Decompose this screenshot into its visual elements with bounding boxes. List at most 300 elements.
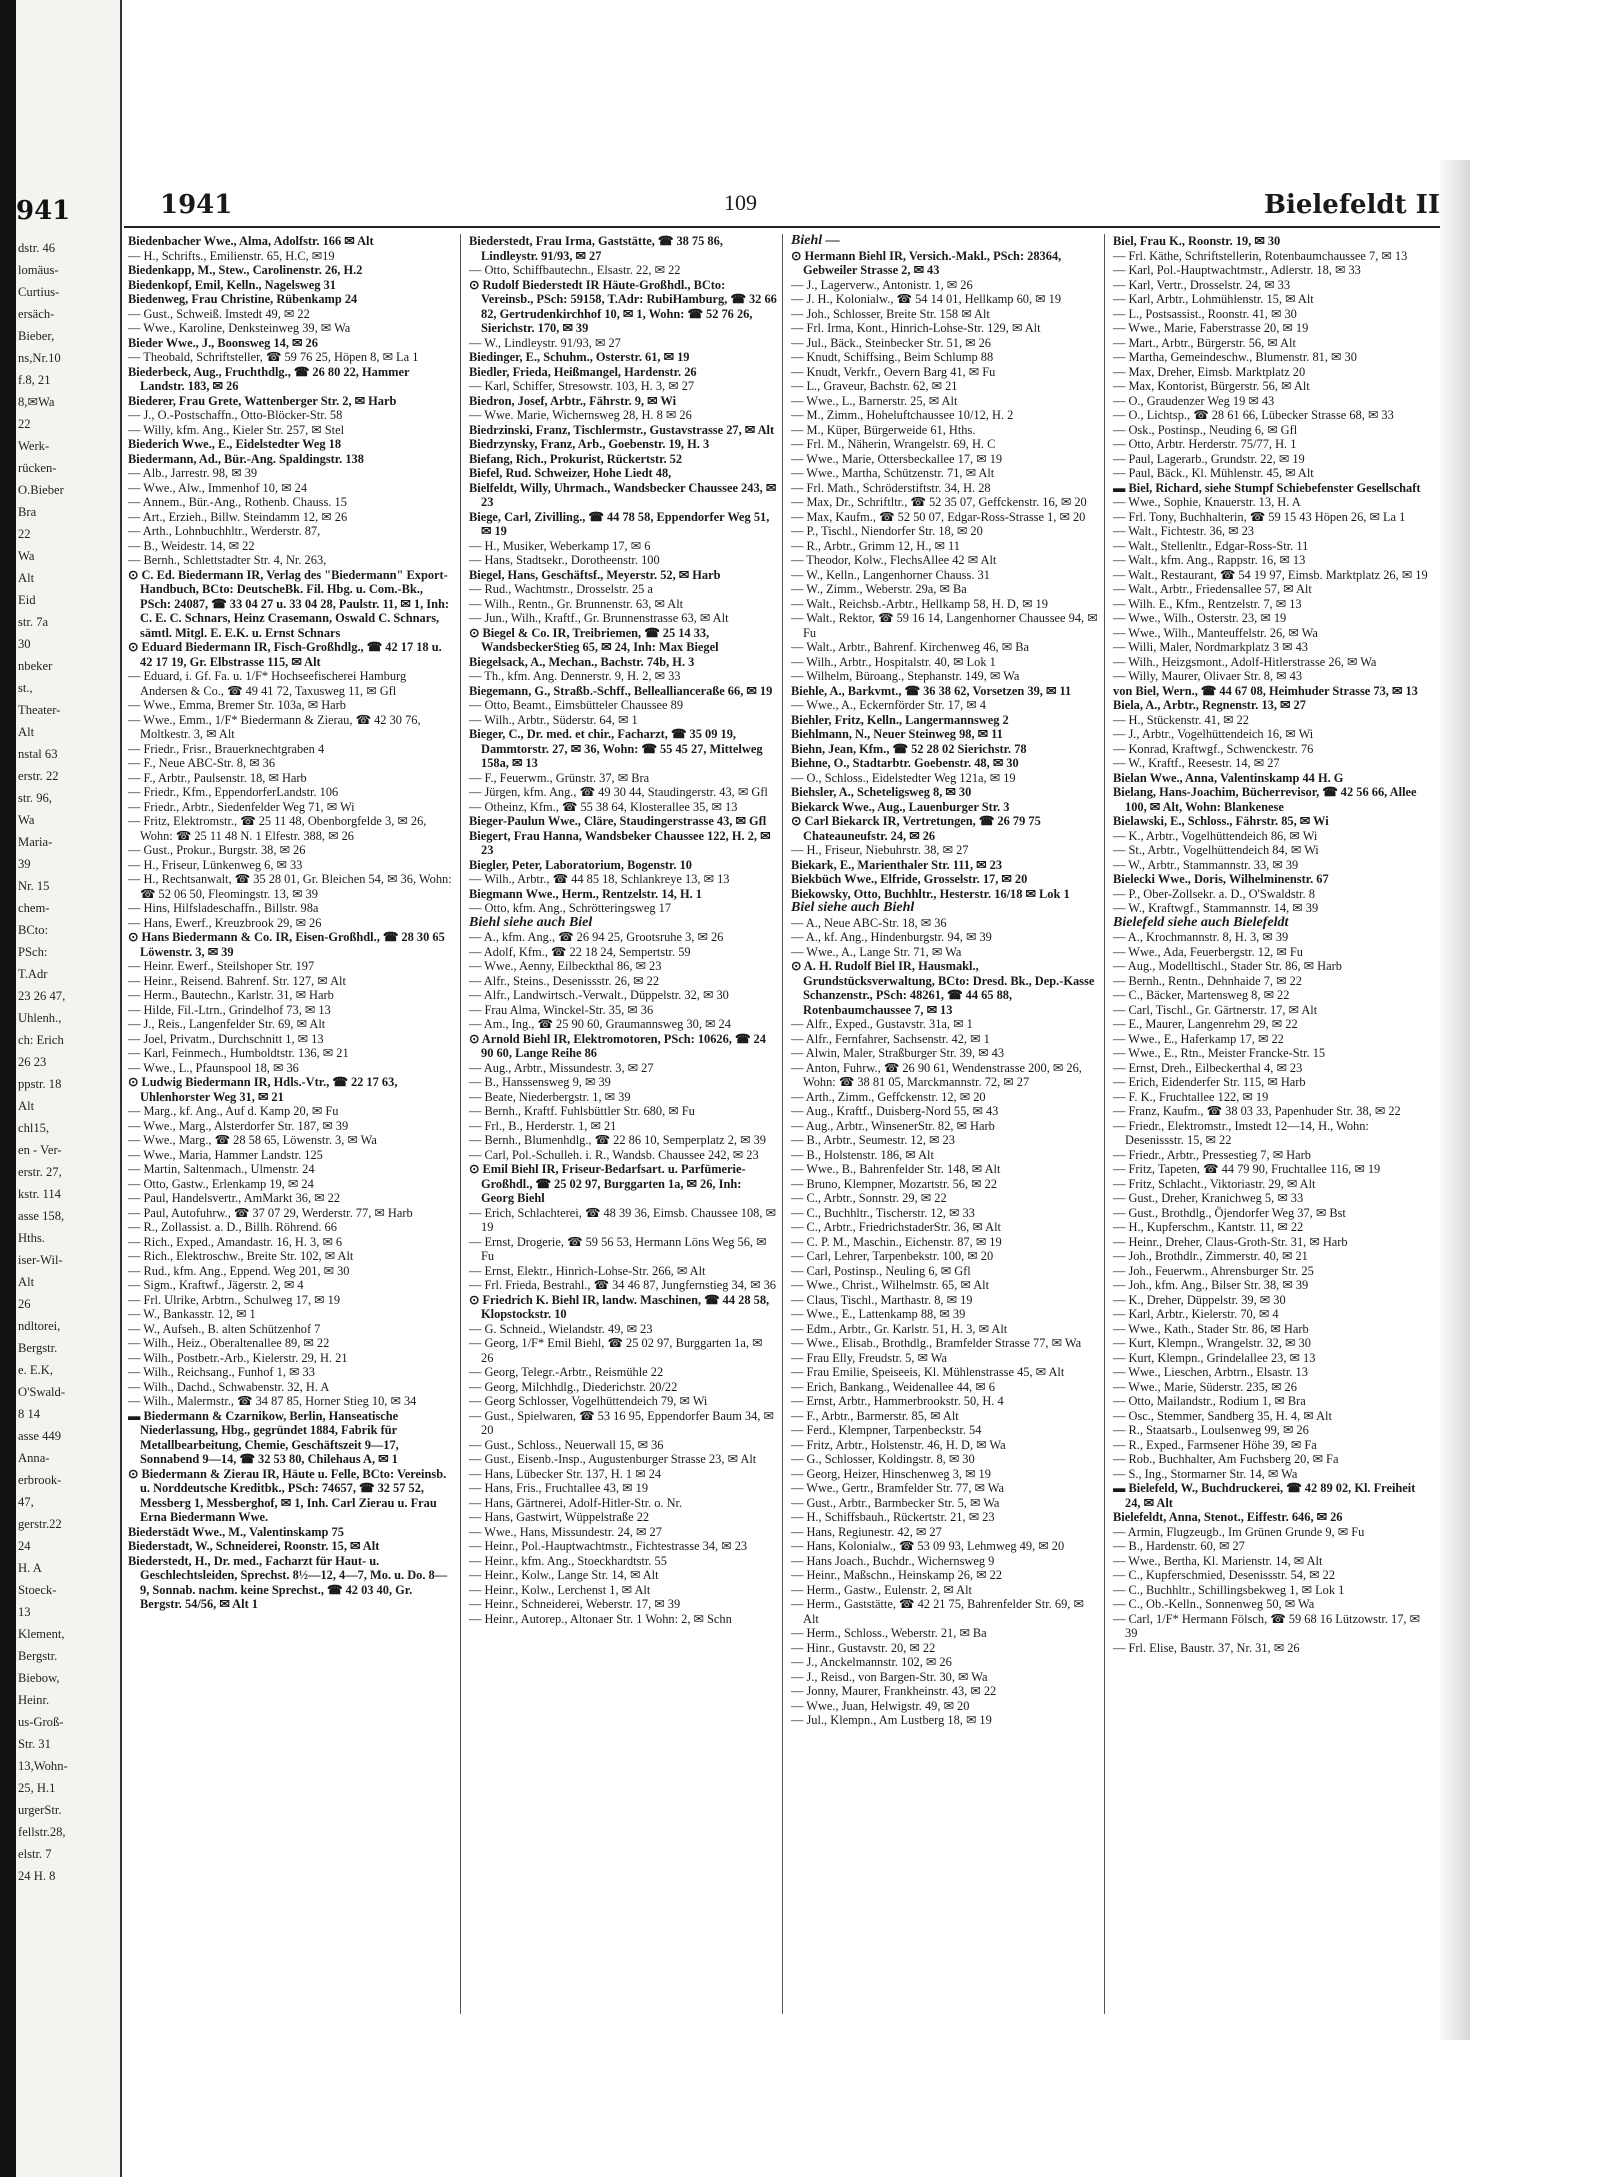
directory-entry: — Wwe., Maria, Hammer Landstr. 125 bbox=[128, 1147, 323, 1162]
directory-entry: — Walt., Reichsb.-Arbtr., Hellkamp 58, H. D, ✉ 19 bbox=[791, 596, 1048, 611]
directory-entry: — P., Ober-Zollsekr. a. D., O'Swaldstr. 8 bbox=[1113, 886, 1315, 901]
directory-entry: — R., Exped., Farmsener Höhe 39, ✉ Fa bbox=[1113, 1437, 1317, 1452]
directory-entry: Biege, Carl, Zivilling., ☎ 44 78 58, Eppendorfer Weg 51, ✉ 19 bbox=[469, 509, 770, 538]
directory-entry: — B., Holstenstr. 186, ✉ Alt bbox=[791, 1147, 934, 1162]
previous-page-line: Anna- bbox=[18, 1451, 50, 1465]
directory-entry: — O., Lichtsp., ☎ 28 61 66, Lübecker Strasse 68, ✉ 33 bbox=[1113, 408, 1394, 422]
directory-entry: — Aug., Arbtr., WinsenerStr. 82, ✉ Harb bbox=[791, 1118, 995, 1133]
directory-entry: — Herm., Gaststätte, ☎ 42 21 75, Bahrenfelder Str. 69, ✉ Alt bbox=[791, 1597, 1084, 1626]
directory-entry: — Heinr. Ewerf., Steilshoper Str. 197 bbox=[128, 959, 315, 973]
directory-entry: — H., Schiffsbauh., Rückertstr. 21, ✉ 23 bbox=[791, 1510, 995, 1524]
directory-entry: Biehl siehe auch Biel bbox=[469, 914, 593, 930]
previous-page-line: chl15, bbox=[18, 1121, 50, 1135]
directory-entry: — Wilh., Arbtr., Hospitalstr. 40, ✉ Lok 1 bbox=[791, 654, 996, 669]
previous-page-folio: 941 bbox=[16, 196, 71, 226]
directory-entry: Biederich Wwe., E., Eidelstedter Weg 18 bbox=[128, 437, 342, 451]
directory-entry: — H., Kupferschm., Kantstr. 11, ✉ 22 bbox=[1113, 1220, 1304, 1234]
directory-entry: — Friedr., Frisr., Brauerknechtgraben 4 bbox=[128, 741, 325, 756]
directory-entry: ⊙ Biegel & Co. IR, Treibriemen, ☎ 25 14 33, WandsbeckerStieg 65, ✉ 24, Inh: Max Biegel bbox=[469, 625, 719, 654]
directory-entry: — Jul., Bäck., Steinbecker Str. 51, ✉ 26 bbox=[791, 335, 992, 350]
previous-page-line: Alt bbox=[18, 725, 35, 739]
directory-entry: — Art., Erzieh., Billw. Steindamm 12, ✉ 26 bbox=[128, 509, 348, 524]
directory-entry: — H., Friseur, Lünkenweg 6, ✉ 33 bbox=[128, 857, 303, 872]
directory-entry: — Frl. Ulrike, Arbtrn., Schulweg 17, ✉ 19 bbox=[128, 1292, 341, 1307]
directory-entry: ⊙ Emil Biehl IR, Friseur-Bedarfsart. u. Parfümerie-Großhdl., ☎ 25 02 97, Burggarten 1a, ✉ 26, Inh: Georg Biehl bbox=[469, 1162, 746, 1205]
directory-entry: — Wwe., E., Lattenkamp 88, ✉ 39 bbox=[791, 1307, 966, 1321]
directory-entry: — Wwe., A., Eckernförder Str. 17, ✉ 4 bbox=[791, 698, 986, 712]
previous-page-line: Bra bbox=[18, 505, 37, 519]
directory-entry: — K., Arbtr., Vogelhüttendeich 86, ✉ Wi bbox=[1113, 828, 1318, 843]
directory-page bbox=[124, 170, 1440, 2030]
directory-entry: — C., Buchhltr., Schillingsbekweg 1, ✉ Lok 1 bbox=[1113, 1582, 1345, 1597]
previous-page-line: Hths. bbox=[18, 1231, 45, 1245]
directory-entry: — Gust., Arbtr., Barmbecker Str. 5, ✉ Wa bbox=[791, 1495, 1000, 1510]
previous-page-line: gerstr.22 bbox=[18, 1517, 62, 1531]
directory-entry: — Paul, Bäck., Kl. Mühlenstr. 45, ✉ Alt bbox=[1113, 466, 1314, 480]
previous-page-line: ch: Erich bbox=[18, 1033, 64, 1047]
previous-page-line: O'Swald- bbox=[18, 1385, 66, 1399]
directory-entry: — F., Neue ABC-Str. 8, ✉ 36 bbox=[128, 756, 276, 770]
previous-page-line: Biebow, bbox=[18, 1671, 60, 1685]
directory-entry: Biederstedt, H., Dr. med., Facharzt für Haut- u. Geschlechtsleiden, Sprechst. 8½—12, 4—7, Mo. u. Do. 8—9, Sonnab. nachm. keine Sprechst., ☎ 42 03 40, Gr. Bergstr. 54/56, ✉ Alt 1 bbox=[128, 1553, 448, 1611]
page-number: 109 bbox=[724, 190, 757, 215]
directory-entry: — Armin, Flugzeugb., Im Grünen Grunde 9, ✉ Fu bbox=[1113, 1524, 1365, 1539]
previous-page-line: asse 158, bbox=[18, 1209, 65, 1223]
previous-page-line: ns,Nr.10 bbox=[18, 351, 61, 365]
directory-entry: — Ernst, Arbtr., Hammerbrookstr. 50, H. 4 bbox=[791, 1394, 1004, 1408]
directory-entry: Biedermann, Ad., Bür.-Ang. Spaldingstr. 138 bbox=[128, 451, 364, 466]
directory-entry: ⊙ Hermann Biehl IR, Versich.-Makl., PSch: 28364, Gebweiler Strasse 2, ✉ 43 bbox=[791, 248, 1062, 277]
directory-entry: — C., Arbtr., Sonnstr. 29, ✉ 22 bbox=[791, 1191, 947, 1205]
directory-entry: — Willy, Maurer, Olivaer Str. 8, ✉ 43 bbox=[1113, 669, 1303, 683]
directory-entry: — Sigm., Kraftwf., Jägerstr. 2, ✉ 4 bbox=[128, 1278, 304, 1292]
directory-entry: — L., Graveur, Bachstr. 62, ✉ 21 bbox=[791, 379, 958, 393]
directory-entry: — F., Arbtr., Paulsenstr. 18, ✉ Harb bbox=[128, 770, 307, 785]
directory-entry: — R., Arbtr., Grimm 12, H., ✉ 11 bbox=[791, 538, 960, 553]
previous-page-line: nbeker bbox=[18, 659, 53, 673]
directory-entry: Biedrzinski, Franz, Tischlermstr., Gustavstrasse 27, ✉ Alt bbox=[469, 422, 775, 437]
previous-page-edge bbox=[16, 0, 122, 2177]
directory-entry: Biel siehe auch Biehl bbox=[791, 900, 915, 915]
previous-page-line: Alt bbox=[18, 571, 35, 585]
directory-entry: Biederbeck, Aug., Fruchthdlg., ☎ 26 80 22, Hammer Landstr. 183, ✉ 26 bbox=[128, 364, 410, 393]
previous-page-line: ersäch- bbox=[18, 307, 55, 321]
directory-entry: — Hans, Lübecker Str. 137, H. 1 ✉ 24 bbox=[469, 1466, 662, 1481]
directory-entry: — Alfr., Fernfahrer, Sachsenstr. 42, ✉ 1 bbox=[791, 1031, 990, 1046]
directory-entry: — J. H., Kolonialw., ☎ 54 14 01, Hellkamp 60, ✉ 19 bbox=[791, 292, 1062, 306]
directory-entry: ⊙ C. Ed. Biedermann IR, Verlag des "Biedermann" Export-Handbuch, BCto: DeutscheBk. Fil. Hbg. u. Com.-Bk., PSch: 24087, ☎ 33 04 27 u. 33 04 28, Paulstr. 11, ✉ 1, Inh: C. E. C. Schnars, Heinz Crasemann, Oswald C. Schnars, sämtl. Mitgl. E. E.K. u. Ernst Schnars bbox=[128, 567, 449, 640]
directory-entry: — Heinr., Maßschn., Heinskamp 26, ✉ 22 bbox=[791, 1568, 1003, 1582]
directory-entry: — Paul, Autofuhrw., ☎ 37 07 29, Werderstr. 77, ✉ Harb bbox=[128, 1205, 413, 1220]
directory-entry: — Frau Elly, Freudstr. 5, ✉ Wa bbox=[791, 1350, 947, 1365]
directory-entry: — G., Schlosser, Koldingstr. 8, ✉ 30 bbox=[791, 1452, 975, 1466]
directory-entry: — Claus, Tischl., Marthastr. 8, ✉ 19 bbox=[791, 1292, 973, 1307]
directory-entry: — Wilh., Postbetr.-Arb., Kielerstr. 29, H. 21 bbox=[128, 1350, 348, 1365]
directory-entry: — Bruno, Klempner, Mozartstr. 56, ✉ 22 bbox=[791, 1176, 998, 1191]
directory-entry: — Rud., Wachtmstr., Drosselstr. 25 a bbox=[469, 582, 653, 596]
directory-entry: — Ferd., Klempner, Tarpenbeckstr. 54 bbox=[791, 1423, 982, 1437]
previous-page-line: rücken- bbox=[18, 461, 57, 475]
previous-page-line: 47, bbox=[18, 1495, 34, 1509]
directory-entry: — J., Lagerverw., Antonistr. 1, ✉ 26 bbox=[791, 277, 973, 292]
directory-entry: — Heinr., Dreher, Claus-Groth-Str. 31, ✉ Harb bbox=[1113, 1234, 1348, 1249]
directory-entry: — Martha, Gemeindeschw., Blumenstr. 81, ✉ 30 bbox=[1113, 350, 1357, 364]
directory-entry: — Wwe., Christ., Wilhelmstr. 65, ✉ Alt bbox=[791, 1278, 990, 1292]
previous-page-line: e. E.K, bbox=[18, 1363, 53, 1377]
directory-entry: Bielecki Wwe., Doris, Wilhelminenstr. 67 bbox=[1113, 872, 1329, 886]
directory-entry: — R., Staatsarb., Loulsenweg 99, ✉ 26 bbox=[1113, 1423, 1309, 1437]
directory-entry: — Bernh., Blumenhdlg., ☎ 22 86 10, Semperplatz 2, ✉ 39 bbox=[469, 1133, 766, 1147]
directory-entry: — Paul, Handelsvertr., AmMarkt 36, ✉ 22 bbox=[128, 1191, 341, 1205]
directory-entry: ⊙ Friedrich K. Biehl IR, landw. Maschinen, ☎ 44 28 58, Klopstockstr. 10 bbox=[469, 1292, 770, 1321]
previous-page-line: H. A bbox=[18, 1561, 42, 1575]
directory-entry: — Jul., Klempn., Am Lustberg 18, ✉ 19 bbox=[791, 1713, 992, 1727]
directory-entry: — Wwe., E., Haferkamp 17, ✉ 22 bbox=[1113, 1031, 1284, 1046]
directory-entry: — J., Reisd., von Bargen-Str. 30, ✉ Wa bbox=[791, 1669, 988, 1684]
directory-entry: — Karl, Pol.-Hauptwachtmstr., Adlerstr. 18, ✉ 33 bbox=[1113, 263, 1361, 277]
directory-entry: — B., Weidestr. 14, ✉ 22 bbox=[128, 538, 255, 553]
previous-page-line: asse 449 bbox=[18, 1429, 62, 1443]
directory-entry: — Joel, Privatm., Durchschnitt 1, ✉ 13 bbox=[128, 1031, 324, 1046]
previous-page-line: f.8, 21 bbox=[18, 373, 51, 387]
directory-entry: — Franz, Kaufm., ☎ 38 03 33, Papenhuder Str. 38, ✉ 22 bbox=[1113, 1104, 1401, 1118]
directory-entry: — Joh., kfm. Ang., Bilser Str. 38, ✉ 39 bbox=[1113, 1278, 1309, 1292]
page-header bbox=[124, 186, 1440, 228]
previous-page-line: lomäus- bbox=[18, 263, 59, 277]
directory-entry: — Frl. Elise, Baustr. 37, Nr. 31, ✉ 26 bbox=[1113, 1640, 1300, 1655]
directory-entry: — Fritz, Tapeten, ☎ 44 79 90, Fruchtallee 116, ✉ 19 bbox=[1113, 1162, 1381, 1176]
directory-entry: — Alfr., Landwirtsch.-Verwalt., Düppelstr. 32, ✉ 30 bbox=[469, 988, 729, 1002]
directory-entry: Bieger-Paulun Wwe., Cläre, Staudingerstrasse 43, ✉ Gfl bbox=[469, 814, 767, 828]
directory-entry: — Hans Joach., Buchdr., Wichernsweg 9 bbox=[791, 1553, 995, 1568]
directory-entry: — Wwe., L., Pfaunspool 18, ✉ 36 bbox=[128, 1060, 299, 1075]
directory-entry: — Hans, Fris., Fruchtallee 43, ✉ 19 bbox=[469, 1481, 649, 1495]
directory-entry: — C. P. M., Maschin., Eichenstr. 87, ✉ 19 bbox=[791, 1234, 1002, 1249]
directory-entry: — Wwe., Elisab., Brothdlg., Bramfelder Strasse 77, ✉ Wa bbox=[791, 1336, 1082, 1350]
directory-entry: — Wwe., Emm., 1/F* Biedermann & Zierau, ☎ 42 30 76, Moltkestr. 3, ✉ Alt bbox=[128, 712, 421, 741]
directory-entry: — Joh., Feuerwm., Ahrensburger Str. 25 bbox=[1113, 1263, 1314, 1278]
previous-page-line: Theater- bbox=[18, 703, 61, 717]
directory-entry: — Rich., Elektroschw., Breite Str. 102, ✉ Alt bbox=[128, 1249, 354, 1263]
directory-entry: — Carl, Pol.-Schulleh. i. R., Wandsb. Chaussee 242, ✉ 23 bbox=[469, 1147, 759, 1162]
directory-entry: — Heinr., Reisend. Bahrenf. Str. 127, ✉ Alt bbox=[128, 973, 346, 988]
directory-entry: — Wwe., Marie, Faberstrasse 20, ✉ 19 bbox=[1113, 321, 1309, 335]
directory-entry: — Friedr., Kfm., EppendorferLandstr. 106 bbox=[128, 785, 339, 799]
directory-entry: — Hans, Kolonialw., ☎ 53 09 93, Lehmweg 49, ✉ 20 bbox=[791, 1539, 1065, 1553]
directory-entry: — Adolf, Kfm., ☎ 22 18 24, Sempertstr. 59 bbox=[469, 944, 691, 959]
directory-entry: — Carl, 1/F* Hermann Fölsch, ☎ 59 68 16 Lützowstr. 17, ✉ 39 bbox=[1113, 1611, 1420, 1640]
header-section: Bielefeldt II bbox=[1264, 190, 1440, 220]
directory-entry: ⊙ Biedermann & Zierau IR, Häute u. Felle, BCto: Vereinsb. u. Norddeutsche Kreditbk., PSch: 74657, ☎ 32 57 52, Messberg 1, Messberghof, ✉ 1, Inh. Carl Zierau u. Frau Erna Biedermann Wwe. bbox=[128, 1466, 447, 1524]
directory-entry: — Max, Kontorist, Bürgerstr. 56, ✉ Alt bbox=[1113, 379, 1310, 393]
directory-entry: — L., Postsassist., Roonstr. 41, ✉ 30 bbox=[1113, 306, 1297, 321]
header-year: 1941 bbox=[160, 190, 233, 220]
directory-entry: — Wilh. E., Kfm., Rentzelstr. 7, ✉ 13 bbox=[1113, 596, 1302, 611]
previous-page-line: Stoeck- bbox=[18, 1583, 57, 1597]
directory-entry: — W., Kraftwgf., Stammannstr. 14, ✉ 39 bbox=[1113, 901, 1319, 915]
directory-entry: Biedinger, E., Schuhm., Osterstr. 61, ✉ 19 bbox=[469, 350, 690, 364]
previous-page-line: PSch: bbox=[18, 945, 48, 959]
directory-entry: — A., Neue ABC-Str. 18, ✉ 36 bbox=[791, 915, 947, 930]
directory-entry: — Walt., Stellenltr., Edgar-Ross-Str. 11 bbox=[1113, 538, 1309, 553]
directory-entry: Biegelsack, A., Mechan., Bachstr. 74b, H. 3 bbox=[469, 654, 695, 669]
previous-page-line: Bergstr. bbox=[18, 1649, 58, 1663]
directory-entry: — Otheinz, Kfm., ☎ 55 38 64, Klosterallee 35, ✉ 13 bbox=[469, 799, 738, 814]
previous-page-line: Uhlenh., bbox=[18, 1011, 62, 1025]
directory-entry: ⊙ A. H. Rudolf Biel IR, Hausmakl., Grundstücksverwaltung, BCto: Dresd. Bk., Dep.-Kasse Schanzenstr., PSch: 48261, ☎ 44 65 88, Rotenbaumchaussee 7, ✉ 13 bbox=[791, 959, 1095, 1017]
directory-entry: — Erich, Schlachterei, ☎ 48 39 36, Eimsb. Chaussee 108, ✉ 19 bbox=[469, 1205, 776, 1234]
directory-entry: — Wwe., Juan, Helwigstr. 49, ✉ 20 bbox=[791, 1698, 970, 1713]
directory-entry: — Frl. Irma, Kont., Hinrich-Lohse-Str. 129, ✉ Alt bbox=[791, 321, 1041, 335]
directory-entry: — Fritz, Elektromstr., ☎ 25 11 48, Obenborgfelde 3, ✉ 26, Wohn: ☎ 25 11 48 N. 1 Elfestr. 388, ✉ 26 bbox=[128, 814, 427, 843]
directory-entry: — S., Ing., Stormarner Str. 14, ✉ Wa bbox=[1113, 1466, 1298, 1481]
directory-entry: — Hans, Regiunestr. 42, ✉ 27 bbox=[791, 1524, 942, 1539]
previous-page-line: 13,Wohn- bbox=[18, 1759, 68, 1773]
previous-page-line: Maria- bbox=[18, 835, 53, 849]
previous-page-line: Nr. 15 bbox=[18, 879, 50, 893]
directory-entry: ⊙ Eduard Biedermann IR, Fisch-Großhdlg., ☎ 42 17 18 u. 42 17 19, Gr. Elbstrasse 115, ✉ Alt bbox=[128, 640, 442, 669]
directory-entry: — Osc., Stemmer, Sandberg 35, H. 4, ✉ Alt bbox=[1113, 1408, 1332, 1423]
directory-entry: — Anton, Fuhrw., ☎ 26 90 61, Wendenstrasse 200, ✉ 26, Wohn: ☎ 38 81 05, Marckmannstr. 72, ✉ 27 bbox=[791, 1060, 1082, 1089]
directory-entry: — Erich, Bankang., Weidenallee 44, ✉ 6 bbox=[791, 1379, 995, 1394]
directory-entry: — Otto, Gastw., Erlenkamp 19, ✉ 24 bbox=[128, 1176, 314, 1191]
directory-entry: — J., Arbtr., Vogelhüttendeich 16, ✉ Wi bbox=[1113, 727, 1314, 741]
directory-entry: — Wilh., Heizgsmont., Adolf-Hitlerstrasse 26, ✉ Wa bbox=[1113, 654, 1377, 669]
directory-entry: — W., Aufseh., B. alten Schützenhof 7 bbox=[128, 1321, 321, 1336]
previous-page-line: dstr. 46 bbox=[18, 241, 56, 255]
previous-page-line: Wa bbox=[18, 813, 35, 827]
directory-entry: Biegmann Wwe., Herm., Rentzelstr. 14, H. 1 bbox=[469, 886, 702, 901]
directory-entry: — Frl. Math., Schröderstiftstr. 34, H. 28 bbox=[791, 480, 991, 495]
directory-entry: — Bernh., Kraftf. Fuhlsbüttler Str. 680, ✉ Fu bbox=[469, 1104, 695, 1118]
directory-entry: — F., Arbtr., Barmerstr. 85, ✉ Alt bbox=[791, 1408, 959, 1423]
directory-entry: ▬ Bielefeld, W., Buchdruckerei, ☎ 42 89 02, Kl. Freiheit 24, ✉ Alt bbox=[1113, 1481, 1416, 1510]
directory-entry: — Wwe., Bertha, Kl. Marienstr. 14, ✉ Alt bbox=[1113, 1553, 1323, 1568]
directory-entry: ⊙ Arnold Biehl IR, Elektromotoren, PSch: 10626, ☎ 24 90 60, Lange Reihe 86 bbox=[469, 1031, 766, 1060]
directory-entry: — M., Küper, Bürgerweide 61, Hths. bbox=[791, 422, 976, 437]
directory-entry: — Gust., Eisenb.-Insp., Augustenburger Strasse 23, ✉ Alt bbox=[469, 1452, 757, 1466]
directory-entry: — Wwe. Marie, Wichernsweg 28, H. 8 ✉ 26 bbox=[469, 408, 692, 422]
directory-entry: — Wwe., Kath., Stader Str. 86, ✉ Harb bbox=[1113, 1321, 1309, 1336]
directory-entry: — Max, Kaufm., ☎ 52 50 07, Edgar-Ross-Strasse 1, ✉ 20 bbox=[791, 509, 1086, 524]
directory-entry: — Karl, Feinmech., Humboldtstr. 136, ✉ 21 bbox=[128, 1046, 349, 1060]
directory-entry: — Wwe., Lieschen, Arbtrn., Elsastr. 13 bbox=[1113, 1365, 1308, 1379]
directory-entry: — Wilh., Malermstr., ☎ 34 87 85, Horner Stieg 10, ✉ 34 bbox=[128, 1394, 417, 1408]
directory-entry: — Willy, kfm. Ang., Kieler Str. 257, ✉ Stel bbox=[128, 422, 345, 437]
directory-entry: — Max, Dreher, Eimsb. Marktplatz 20 bbox=[1113, 364, 1306, 379]
directory-entry: Biehler, Fritz, Kelln., Langermannsweg 2 bbox=[791, 712, 1009, 727]
directory-entry: Biefang, Rich., Prokurist, Rückertstr. 52 bbox=[469, 451, 683, 466]
directory-entry: Biedenkopf, Emil, Kelln., Nagelsweg 31 bbox=[128, 277, 336, 292]
directory-entry: — Otto, Mailandstr., Rodium 1, ✉ Bra bbox=[1113, 1394, 1306, 1408]
directory-entry: — K., Dreher, Düppelstr. 39, ✉ 30 bbox=[1113, 1292, 1286, 1307]
directory-entry: — Bernh., Schlettstadter Str. 4, Nr. 263, bbox=[128, 553, 327, 567]
directory-entry: — J., O.-Postschaffn., Otto-Blöcker-Str. 58 bbox=[128, 408, 343, 422]
previous-page-line: BCto: bbox=[18, 923, 49, 937]
directory-entry: — Herm., Gastw., Eulenstr. 2, ✉ Alt bbox=[791, 1582, 972, 1597]
previous-page-line: kstr. 114 bbox=[18, 1187, 61, 1201]
directory-entry: — Heinr., Kolw., Lerchenst 1, ✉ Alt bbox=[469, 1582, 651, 1597]
previous-page-line: ndltorei, bbox=[18, 1319, 61, 1333]
directory-entry: — Alb., Jarrestr. 98, ✉ 39 bbox=[128, 466, 258, 480]
directory-entry: — Theobald, Schriftsteller, ☎ 59 76 25, Höpen 8, ✉ La 1 bbox=[128, 350, 419, 364]
directory-entry: — Wwe., L., Barnerstr. 25, ✉ Alt bbox=[791, 393, 958, 408]
directory-entry: — B., Arbtr., Seumestr. 12, ✉ 23 bbox=[791, 1133, 955, 1147]
previous-page-line: ppstr. 18 bbox=[18, 1077, 62, 1091]
directory-entry: — H., Friseur, Niebuhrstr. 38, ✉ 27 bbox=[791, 843, 969, 857]
previous-page-line: str. 7a bbox=[18, 615, 49, 629]
previous-page-line: erstr. 27, bbox=[18, 1165, 62, 1179]
directory-entry: Biedenweg, Frau Christine, Rübenkamp 24 bbox=[128, 292, 358, 306]
directory-entry: — Erich, Eidenderfer Str. 115, ✉ Harb bbox=[1113, 1075, 1306, 1089]
directory-entry: — Wwe., Hans, Missundestr. 24, ✉ 27 bbox=[469, 1524, 662, 1539]
directory-entry: — Gust., Prokur., Burgstr. 38, ✉ 26 bbox=[128, 843, 306, 857]
directory-entry: — Kurt, Klempn., Grindelallee 23, ✉ 13 bbox=[1113, 1350, 1316, 1365]
directory-entry: — Alfr., Exped., Gustavstr. 31a, ✉ 1 bbox=[791, 1017, 973, 1031]
directory-entry: — Frl. Tony, Buchhalterin, ☎ 59 15 43 Höpen 26, ✉ La 1 bbox=[1113, 509, 1406, 524]
directory-entry: — Frl. M., Näherin, Wrangelstr. 69, H. C bbox=[791, 437, 996, 451]
directory-entry: Biederstadt, W., Schneiderei, Roonstr. 15, ✉ Alt bbox=[128, 1539, 380, 1553]
directory-entry: — W., Kelln., Langenhorner Chauss. 31 bbox=[791, 567, 990, 582]
previous-page-line: Alt bbox=[18, 1099, 35, 1113]
directory-entry: — Hans, Gärtnerei, Adolf-Hitler-Str. o. Nr. bbox=[469, 1495, 683, 1510]
directory-entry: — Georg, 1/F* Emil Biehl, ☎ 25 02 97, Burggarten 1a, ✉ 26 bbox=[469, 1336, 763, 1365]
directory-entry: — Gust., Brothdlg., Öjendorfer Weg 37, ✉ Bst bbox=[1113, 1205, 1346, 1220]
directory-entry: Biederstedt, Frau Irma, Gaststätte, ☎ 38 75 86, Lindleystr. 91/93, ✉ 27 bbox=[469, 234, 723, 263]
directory-entry: — Wilh., Rentn., Gr. Brunnenstr. 63, ✉ Alt bbox=[469, 596, 684, 611]
directory-entry: — Frau Emilie, Speiseeis, Kl. Mühlenstrasse 45, ✉ Alt bbox=[791, 1365, 1065, 1379]
directory-entry: — Mart., Arbtr., Bürgerstr. 56, ✉ Alt bbox=[1113, 335, 1296, 350]
previous-page-line: 25, H.1 bbox=[18, 1781, 56, 1795]
previous-page-line: en - Ver- bbox=[18, 1143, 62, 1157]
directory-entry: — Wwe., Aenny, Eilbeckthal 86, ✉ 23 bbox=[469, 959, 662, 973]
directory-entry: — Knudt, Verkfr., Oevern Barg 41, ✉ Fu bbox=[791, 364, 996, 379]
previous-page-line: nstal 63 bbox=[18, 747, 58, 761]
directory-entry: — Bernh., Rentn., Dehnhaide 7, ✉ 22 bbox=[1113, 973, 1302, 988]
directory-entry: — Georg, Telegr.-Arbtr., Reismühle 22 bbox=[469, 1365, 664, 1379]
directory-entry: Biedrzynsky, Franz, Arb., Goebenstr. 19, H. 3 bbox=[469, 437, 710, 451]
directory-entry: — Wwe., Wilh., Manteuffelstr. 26, ✉ Wa bbox=[1113, 625, 1318, 640]
previous-page-line: 24 H. 8 bbox=[18, 1869, 56, 1883]
directory-entry: Biel, Frau K., Roonstr. 19, ✉ 30 bbox=[1113, 234, 1281, 248]
directory-entry: Bielfeldt, Willy, Uhrmach., Wandsbecker Chaussee 243, ✉ 23 bbox=[469, 480, 777, 509]
directory-entry: — C., Bäcker, Martensweg 8, ✉ 22 bbox=[1113, 988, 1290, 1002]
previous-page-line: us-Groß- bbox=[18, 1715, 64, 1729]
directory-entry: — Ernst, Dreh., Eilbeckerthal 4, ✉ 23 bbox=[1113, 1060, 1303, 1075]
directory-entry: — Joh., Schlosser, Breite Str. 158 ✉ Alt bbox=[791, 306, 990, 321]
directory-entry: Biegler, Peter, Laboratorium, Bogenstr. 10 bbox=[469, 857, 693, 872]
previous-page-line: Werk- bbox=[18, 439, 50, 453]
directory-entry: — Wilh., Reichsang., Funhof 1, ✉ 33 bbox=[128, 1365, 315, 1379]
directory-entry: — Osk., Postinsp., Neuding 6, ✉ Gfl bbox=[1113, 422, 1298, 437]
previous-page-line: Alt bbox=[18, 1275, 35, 1289]
directory-entry: Biedenbacher Wwe., Alma, Adolfstr. 166 ✉ Alt bbox=[128, 234, 374, 248]
directory-entry: — Georg, Heizer, Hinschenweg 3, ✉ 19 bbox=[791, 1466, 991, 1481]
directory-entry: — Willi, Maler, Nordmarkplatz 3 ✉ 43 bbox=[1113, 640, 1308, 654]
page-fold-shadow bbox=[1440, 160, 1470, 2040]
directory-entry: — A., kf. Ang., Hindenburgstr. 94, ✉ 39 bbox=[791, 930, 992, 944]
directory-entry: — Alwin, Maler, Straßburger Str. 39, ✉ 43 bbox=[791, 1046, 1005, 1060]
directory-entry: — Wwe., Emma, Bremer Str. 103a, ✉ Harb bbox=[128, 698, 346, 712]
directory-entry: Bielawski, E., Schloss., Fährstr. 85, ✉ Wi bbox=[1113, 814, 1329, 828]
directory-entry: — W., Lindleystr. 91/93, ✉ 27 bbox=[469, 335, 621, 350]
directory-entry: — O., Graudenzer Weg 19 ✉ 43 bbox=[1113, 393, 1275, 408]
directory-entry: — Gust., Dreher, Kranichweg 5, ✉ 33 bbox=[1113, 1191, 1304, 1205]
directory-entry: ⊙ Ludwig Biedermann IR, Hdls.-Vtr., ☎ 22 17 63, Uhlenhorster Weg 31, ✉ 21 bbox=[128, 1075, 398, 1104]
directory-entry: — Frl. Käthe, Schriftstellerin, Rotenbaumchaussee 7, ✉ 13 bbox=[1113, 248, 1408, 263]
directory-entry: — Heinr., Autorep., Altonaer Str. 1 Wohn: 2, ✉ Schn bbox=[469, 1611, 732, 1626]
directory-entry: — O., Schloss., Eidelstedter Weg 121a, ✉ 19 bbox=[791, 770, 1016, 785]
directory-entry: — Heinr., Kolw., Lange Str. 14, ✉ Alt bbox=[469, 1568, 659, 1582]
directory-entry: — Otto, Schiffbautechn., Elsastr. 22, ✉ 22 bbox=[469, 263, 681, 277]
directory-entry: — Theodor, Kolw., FlechsAllee 42 ✉ Alt bbox=[791, 553, 997, 567]
directory-entry: — Knudt, Schiffsing., Beim Schlump 88 bbox=[791, 350, 994, 364]
directory-entry: ⊙ Carl Biekarck IR, Vertretungen, ☎ 26 79 75 Chateauneufstr. 24, ✉ 26 bbox=[791, 814, 1041, 843]
directory-entry: — Heinr., kfm. Ang., Stoeckhardtstr. 55 bbox=[469, 1553, 667, 1568]
directory-entry: — Marg., kf. Ang., Auf d. Kamp 20, ✉ Fu bbox=[128, 1104, 339, 1118]
directory-entry: — Jonny, Maurer, Frankheinstr. 43, ✉ 22 bbox=[791, 1684, 997, 1698]
directory-entry: — Wwe., Gertr., Bramfelder Str. 77, ✉ Wa bbox=[791, 1481, 1004, 1495]
directory-entry: — Wwe., Ada, Feuerbergstr. 12, ✉ Fu bbox=[1113, 944, 1303, 959]
directory-entry: Biekowsky, Otto, Buchhltr., Hesterstr. 16/18 ✉ Lok 1 bbox=[791, 886, 1070, 901]
directory-entry: — H., Stückenstr. 41, ✉ 22 bbox=[1113, 712, 1250, 727]
previous-page-line: 13 bbox=[18, 1605, 31, 1619]
directory-entry: — Karl, Schiffer, Stresowstr. 103, H. 3, ✉ 27 bbox=[469, 379, 695, 393]
directory-entry: — Joh., Brothdlr., Zimmerstr. 40, ✉ 21 bbox=[1113, 1249, 1308, 1263]
directory-entry: — Wilhelm, Büroang., Stephanstr. 149, ✉ Wa bbox=[791, 669, 1020, 683]
directory-entry: — Rich., Exped., Amandastr. 16, H. 3, ✉ 6 bbox=[128, 1234, 343, 1249]
directory-entry: ▬ Biel, Richard, siehe Stumpf Schiebefenster Gesellschaft bbox=[1113, 480, 1421, 495]
directory-entry: ⊙ Rudolf Biederstedt IR Häute-Großhdl., BCto: Vereinsb., PSch: 59158, T.Adr: RubiHamburg, ☎ 32 66 82, Gertrudenkirchhof 10, ✉ 1, Wohn: ☎ 52 76 26, Sierichstr. 170, ✉ 39 bbox=[469, 277, 777, 335]
directory-entry: — P., Tischl., Niendorfer Str. 18, ✉ 20 bbox=[791, 524, 983, 538]
previous-page-line: Wa bbox=[18, 549, 35, 563]
directory-entry: — Frl. Frieda, Bestrahl., ☎ 34 46 87, Jungfernstieg 34, ✉ 36 bbox=[469, 1278, 776, 1292]
directory-entry: — Heinr., Pol.-Hauptwachtmstr., Fichtestrasse 34, ✉ 23 bbox=[469, 1539, 748, 1553]
previous-page-line: urgerStr. bbox=[18, 1803, 62, 1817]
previous-page-line: Heinr. bbox=[18, 1693, 50, 1707]
directory-entry: — Frl., B., Herderstr. 1, ✉ 21 bbox=[469, 1118, 617, 1133]
directory-entry: — Wilh., Arbtr., ☎ 44 85 18, Schlankreye 13, ✉ 13 bbox=[469, 872, 730, 886]
previous-page-line: 23 26 47, bbox=[18, 989, 66, 1003]
previous-page-line: 22 bbox=[18, 417, 31, 431]
directory-entry: — Carl, Tischl., Gr. Gärtnerstr. 17, ✉ Alt bbox=[1113, 1002, 1318, 1017]
directory-entry: — Walt., Rektor, ☎ 59 16 14, Langenhorner Chaussee 94, ✉ Fu bbox=[791, 611, 1098, 640]
directory-entry: — Karl, Arbtr., Lohmühlenstr. 15, ✉ Alt bbox=[1113, 292, 1314, 306]
previous-page-line: Str. 31 bbox=[18, 1737, 51, 1751]
previous-page-line: O.Bieber bbox=[18, 483, 64, 497]
previous-page-line: 26 bbox=[18, 1297, 31, 1311]
directory-entry: — F. K., Fruchtallee 122, ✉ 19 bbox=[1113, 1089, 1269, 1104]
directory-entry: ⊙ Hans Biedermann & Co. IR, Eisen-Großhdl., ☎ 28 30 65 Löwenstr. 3, ✉ 39 bbox=[128, 930, 445, 959]
directory-entry: — C., Buchhltr., Tischerstr. 12, ✉ 33 bbox=[791, 1205, 975, 1220]
directory-entry: — Annem., Bür.-Ang., Rothenb. Chauss. 15 bbox=[128, 495, 347, 509]
directory-entry: — A., Krochmannstr. 8, H. 3, ✉ 39 bbox=[1113, 930, 1289, 944]
directory-entry: — C., Kupferschmied, Desenissstr. 54, ✉ 22 bbox=[1113, 1568, 1336, 1582]
directory-entry: — Kurt, Klempn., Wrangelstr. 32, ✉ 30 bbox=[1113, 1336, 1311, 1350]
directory-entry: — E., Maurer, Langenrehm 29, ✉ 22 bbox=[1113, 1017, 1298, 1031]
directory-entry: ▬ Biedermann & Czarnikow, Berlin, Hanseatische Niederlassung, Hbg., gegründet 1884, Fabrik für Metallbearbeitung, Chemie, Geschäftszeit 9—17, Sonnabend 9—14, ☎ 32 53 80, Chilehaus A, ✉ 1 bbox=[128, 1408, 399, 1466]
previous-page-line: 26 23 bbox=[18, 1055, 47, 1069]
directory-entry: — Beate, Niederbergstr. 1, ✉ 39 bbox=[469, 1089, 631, 1104]
directory-entry: — Friedr., Elektromstr., Imstedt 12—14, H., Wohn: Desenissstr. 15, ✉ 22 bbox=[1113, 1118, 1369, 1147]
directory-entry: Biegemann, G., Straßb.-Schff., Belleallianceraße 66, ✉ 19 bbox=[469, 683, 773, 698]
directory-entry: von Biel, Wern., ☎ 44 67 08, Heimhuder Strasse 73, ✉ 13 bbox=[1113, 683, 1418, 698]
column-1 bbox=[124, 234, 460, 2014]
directory-entry: — Wwe., Marie, Ottersbeckallee 17, ✉ 19 bbox=[791, 451, 1003, 466]
directory-entry: — Fritz, Schlacht., Viktoriastr. 29, ✉ Alt bbox=[1113, 1176, 1316, 1191]
previous-page-line: elstr. 7 bbox=[18, 1847, 52, 1861]
directory-entry: — B., Hardenstr. 60, ✉ 27 bbox=[1113, 1539, 1245, 1553]
